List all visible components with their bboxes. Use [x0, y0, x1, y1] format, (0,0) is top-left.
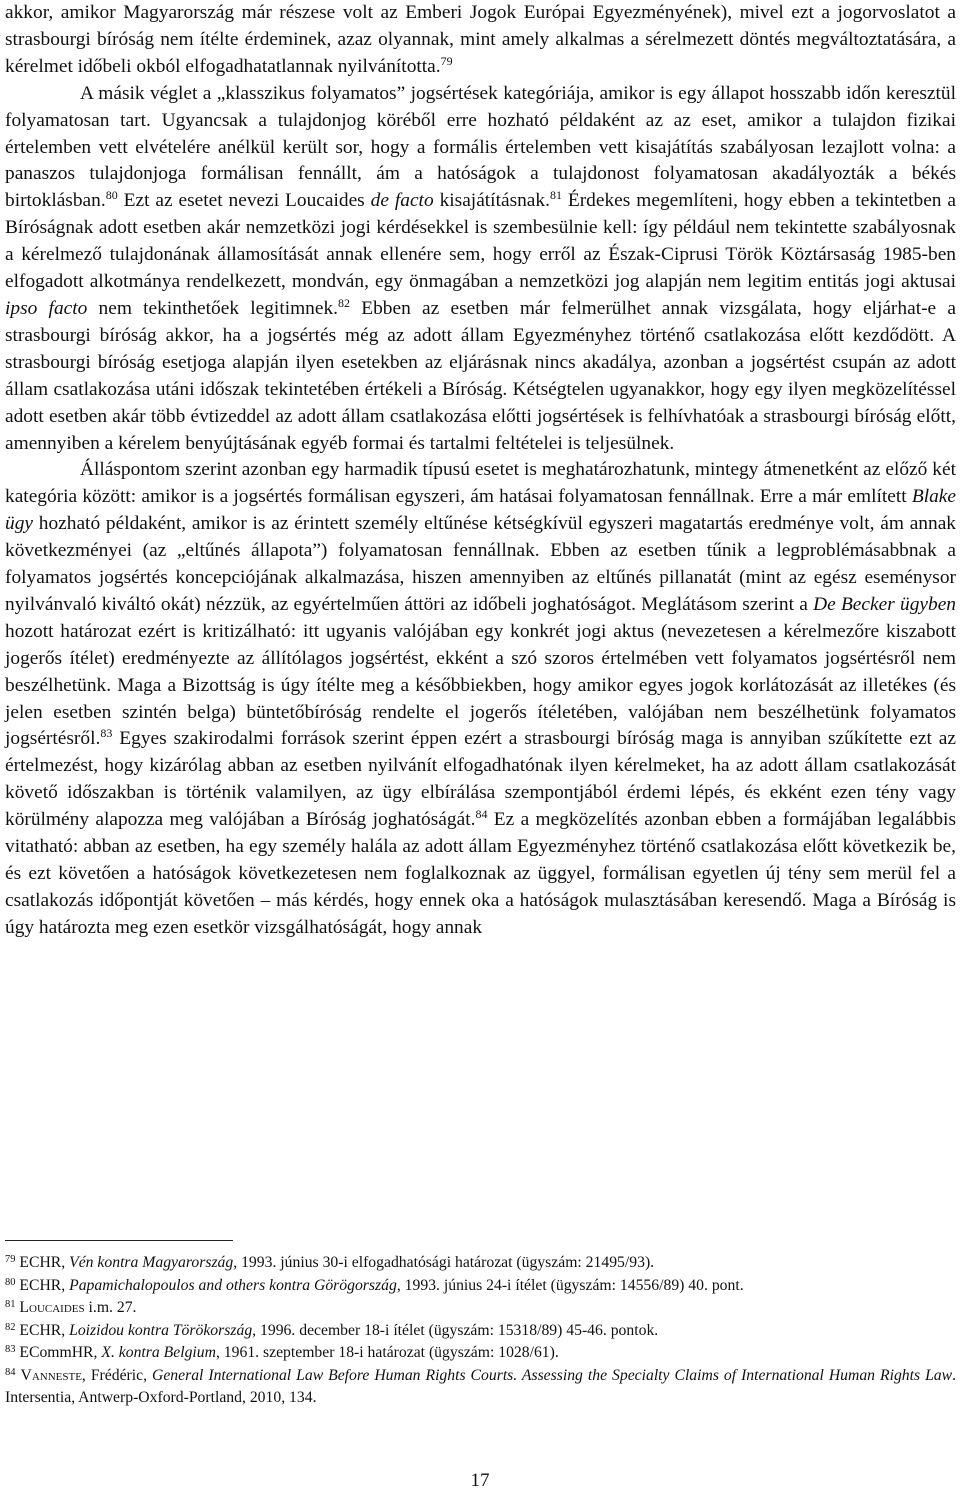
text: , 1993. június 24-i ítélet (ügyszám: 14556/89) 40. pont.: [396, 1276, 744, 1294]
footnote-number: 84: [5, 1366, 16, 1378]
case-title: Loizidou kontra Törökország: [69, 1321, 253, 1339]
footnote-number: 83: [5, 1344, 16, 1355]
text: A másik véglet a „klasszikus folyamatos” jogsértések kategóriája, amikor is egy állapot hosszabb időn keresztül folyamatosan tart. Ugyancsak a tulajdonjog köréből erre hozható példaként az az eset, amikor a tulajdon fizikai értelemben vett elvételére anélkül került sor, hogy a formális értelemben vett kisajátítás szabályosan lezajlott volna: a panaszos tulajdonjoga formálisan fennállt, ám a hatóságok a tulajdonost folyamatosan akadályozták a békés birtoklásban.: [5, 82, 956, 212]
footnote-81: [5, 1297, 956, 1320]
text: Érdekes megemlíteni, hogy ebben a tekintetben a Bíróságnak adott esetben akár nemzetközi jogi kérdésekkel is szembesülnie kell: így például nem tekintette szabályosnak a kérelmező tulajdonának államosítását annak ellenére sem, hogy erről az Észak-Ciprusi Török Köztársaság 1985-ben elfogadott alkotmánya rendelkezett, mondván, egy önmagában a nemzetközi jog alapján nem legitim entitás jogi aktusai: [5, 190, 957, 293]
text: Ez a megközelítés azonban ebben a formájában legalábbis vitatható: abban az esetben, ha egy személy halála az adott állam Egyezményhez történő csatlakozása előtt következik be, és ezt követően a hatóságok következetesen nem foglalkoznak az üggyel, formálisan egyetlen új tény sem merül fel a csatlakozás időpontját követően – más kérdés, hogy ennek oka a hatóságok mulasztásában keresendő. Maga a Bíróság is úgy határozta meg ezen esetkör vizsgálhatóságát, hogy annak: [5, 809, 956, 938]
text: , 1993. június 30-i elfogadhatósági határozat (ügyszám: 21495/93).: [233, 1254, 655, 1271]
author-name: Vanneste: [20, 1366, 82, 1384]
footnote-82: [5, 1320, 956, 1343]
text: ECHR,: [19, 1276, 70, 1294]
text: kisajátításnak.: [433, 190, 550, 212]
author-name: Loucaides: [19, 1299, 85, 1316]
paragraph-3: [5, 457, 956, 941]
case-title: Vén kontra Magyarország: [69, 1254, 234, 1271]
case-title: X. kontra Belgium: [101, 1344, 216, 1361]
text: hozható példaként, amikor is az érintett személy eltűnése kétségkívül egyszeri magatartás eredménye volt, ám annak következményei (az „eltűnés állapota”) folyamatosan fennállnak. Ebben az esetben tűnik a legproblémásabbnak a folyamatos jogsértés koncepciójának alkalmazása, hiszen amennyiben az eltűnés pillanatát (mint az egész eseménysor nyilvánvaló kiváltó okát) nézzük, az egyértelműen áttöri az időbeli joghatóságot. Meglátásom szerint a: [5, 513, 956, 615]
page-number: 17: [470, 1470, 490, 1491]
text: ECHR,: [19, 1321, 70, 1339]
case-title: Papamichalopoulos and others kontra Görögország: [69, 1276, 397, 1294]
book-title: General International Law Before Human Rights Courts. Assessing the Specialty Claims of International Human Rights Law: [151, 1366, 953, 1384]
italic-term: ipso facto: [5, 297, 88, 319]
footnotes: [5, 1252, 956, 1410]
footnote-80: [5, 1275, 956, 1298]
page-content: [5, 0, 956, 942]
italic-case-name: De Becker ügyben: [813, 593, 957, 615]
body-text: [5, 0, 956, 942]
footnote-ref-84[interactable]: 84: [475, 807, 488, 822]
text: , 1961. szeptember 18-i határozat (ügyszám: 1028/61).: [215, 1344, 559, 1361]
italic-case-name: Blake ügy: [5, 486, 956, 535]
text: , 1996. december 18-i ítélet (ügyszám: 15318/89) 45-46. pontok.: [252, 1321, 659, 1339]
text: , Frédéric,: [81, 1366, 152, 1384]
text: i.m. 27.: [84, 1299, 137, 1316]
text: Egyes szakirodalmi források szerint éppen ezért a strasbourgi bíróság maga is annyiban szűkítette ezt az értelmezést, hogy kizárólag abban az esetben nyilvánít elfogadhatónak ilyen kérelmeket, ha az adott állam csatlakozását követő időszakban is történik valamilyen, az ügy elbírálása szempontjából érdemi lépés, és ekként ezen tény vagy körülmény alapozza meg valójában a Bíróság joghatóságát.: [5, 728, 956, 831]
footnote-ref-83[interactable]: 83: [100, 726, 113, 741]
text: hozott határozat ezért is kritizálható: itt ugyanis valójában egy konkrét jogi aktus (nevezetesen a kérelmezőre kiszabott jogerős ítélet) eredményezte az állítólagos jogsértést, ekként a szó szoros értelmében vett folyamatos jogsértésről nem beszélhetünk. Maga a Bizottság is úgy ítélte meg a későbbiekben, hogy amikor egyes jogok korlátozását az illetékes (és jelen esetben szintén belga) büntetőbíróság rendelte el jogerős ítéletében, valójában nem beszélhetünk folyamatos jogsértésről.: [5, 620, 956, 750]
text: ECHR,: [19, 1254, 70, 1271]
text: Ezt az esetet nevezi Loucaides: [117, 190, 371, 212]
footnote-84: [5, 1365, 956, 1410]
footnote-number: 79: [5, 1254, 16, 1265]
footnote-ref-81[interactable]: 81: [549, 188, 562, 203]
text: nem tekinthetőek legitimnek.: [87, 297, 339, 319]
text: akkor, amikor Magyarország már részese volt az Emberi Jogok Európai Egyezményének), mivel ezt a jogorvoslatot a strasbourgi bíróság nem ítélte érdeminek, azaz olyannak, mint amely alkalmas a sérelmezett döntés megváltoztatására, a kérelmet időbeli okból elfogadhatatlannak nyilvánította.: [5, 2, 956, 77]
text: Ebben az esetben már felmerülhet annak vizsgálata, hogy eljárhat-e a strasbourgi bíróság akkor, ha a jogsértés még az adott állam Egyezményhez történő csatlakozása előtt kezdődött. A strasbourgi bíróság esetjoga alapján ilyen esetekben az eljárásnak nincs akadálya, azonban a jogsértést csupán az adott állam csatlakozása utáni időszak tekintetében értékeli a Bíróság. Kétségtelen ugyanakkor, hogy egy ilyen megközelítéssel adott esetben akár több évtizeddel az adott állam csatlakozása előtti jogsértések is felhívhatóak a strasbourgi bíróság előtt, amennyiben a kérelem benyújtásának egyéb formai és tartalmi feltételei is teljesülnek.: [5, 297, 956, 454]
footnote-number: 80: [5, 1276, 16, 1288]
text: . Intersentia, Antwerp-Oxford-Portland, 2010, 134.: [5, 1366, 957, 1406]
text: ECommHR,: [19, 1344, 102, 1361]
footnote-separator: [5, 1240, 233, 1241]
footnote-ref-79[interactable]: 79: [440, 53, 453, 68]
italic-term: de facto: [370, 190, 434, 212]
paragraph-2: [5, 81, 956, 458]
footnote-83: [5, 1342, 956, 1365]
footnote-number: 81: [5, 1299, 16, 1310]
text: Álláspontom szerint azonban egy harmadik típusú esetet is meghatározhatunk, mintegy átmenetként az előző két kategória között: amikor is a jogsértés formálisan egyszeri, ám hatásai folyamatosan fennállnak. Erre a már említett: [5, 459, 956, 508]
paragraph-1: [5, 0, 956, 81]
footnote-number: 82: [5, 1321, 16, 1333]
footnote-ref-82[interactable]: 82: [338, 295, 351, 310]
footnote-79: [5, 1252, 956, 1275]
footnote-ref-80[interactable]: 80: [105, 188, 118, 203]
